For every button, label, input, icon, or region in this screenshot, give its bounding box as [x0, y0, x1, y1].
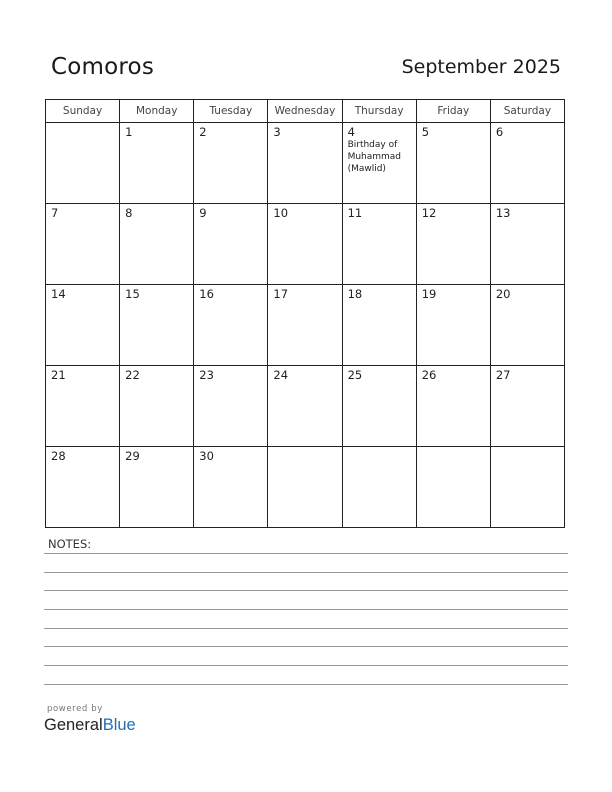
- day-number: 1: [125, 125, 133, 139]
- day-number: 3: [273, 125, 281, 139]
- day-cell: [268, 366, 342, 447]
- powered-by-text: powered by: [47, 704, 103, 714]
- day-number: 12: [421, 206, 437, 220]
- day-cell: [268, 285, 342, 366]
- day-cell: [120, 285, 194, 366]
- day-cell: [490, 123, 564, 204]
- day-cell: [194, 447, 268, 528]
- note-line: [44, 684, 568, 685]
- day-cell: [416, 123, 490, 204]
- weekday-header: Sunday: [46, 100, 120, 123]
- weekday-header: Friday: [416, 100, 490, 123]
- note-line: [44, 646, 568, 647]
- weekday-header: Monday: [120, 100, 194, 123]
- day-number: 19: [421, 287, 437, 301]
- day-number: 11: [347, 206, 363, 220]
- weekday-header: Saturday: [490, 100, 564, 123]
- month-year-title: September 2025: [401, 56, 561, 78]
- day-number: 26: [421, 368, 437, 382]
- day-cell: [120, 123, 194, 204]
- day-number: 28: [51, 449, 66, 463]
- weekday-header: Tuesday: [194, 100, 268, 123]
- day-cell: [194, 123, 268, 204]
- day-cell: [120, 447, 194, 528]
- day-cell: [342, 285, 416, 366]
- day-cell: [416, 285, 490, 366]
- note-line: [44, 572, 568, 573]
- day-number: 29: [125, 449, 140, 463]
- note-line: [44, 609, 568, 610]
- day-cell: [46, 366, 120, 447]
- day-cell: [46, 285, 120, 366]
- day-number: 24: [273, 368, 289, 382]
- day-number: 10: [273, 206, 289, 220]
- day-number: 7: [51, 206, 59, 220]
- day-cell: [268, 123, 342, 204]
- week-row: [46, 366, 565, 447]
- week-row: [46, 123, 565, 204]
- day-cell: [46, 447, 120, 528]
- day-number: 18: [347, 287, 363, 301]
- week-row: [46, 285, 565, 366]
- day-cell: [416, 204, 490, 285]
- day-cell: [342, 204, 416, 285]
- day-number: 15: [125, 287, 140, 301]
- day-cell: [120, 204, 194, 285]
- day-number: 13: [495, 206, 511, 220]
- note-line: [44, 628, 568, 629]
- day-number: 25: [347, 368, 363, 382]
- empty-day-cell: [46, 123, 120, 204]
- note-line: [44, 553, 568, 554]
- day-number: 4: [347, 125, 355, 139]
- day-cell: [268, 204, 342, 285]
- brand-part-general: General: [44, 716, 103, 734]
- day-cell: [490, 285, 564, 366]
- day-number: 17: [273, 287, 289, 301]
- week-row: [46, 204, 565, 285]
- day-number: 14: [51, 287, 66, 301]
- note-line: [44, 665, 568, 666]
- day-number: 2: [199, 125, 207, 139]
- day-number: 16: [199, 287, 214, 301]
- day-number: 23: [199, 368, 214, 382]
- day-number: 30: [199, 449, 214, 463]
- day-cell: [490, 366, 564, 447]
- week-row: [46, 447, 565, 528]
- empty-day-cell: [342, 447, 416, 528]
- country-title: Comoros: [51, 54, 155, 80]
- day-cell: [416, 366, 490, 447]
- day-cell: [342, 366, 416, 447]
- day-cell: [194, 285, 268, 366]
- empty-day-cell: [416, 447, 490, 528]
- day-number: 9: [199, 206, 207, 220]
- notes-label: NOTES:: [48, 537, 92, 551]
- note-line: [44, 590, 568, 591]
- day-cell: [490, 204, 564, 285]
- day-number: 27: [495, 368, 511, 382]
- day-number: 20: [495, 287, 511, 301]
- day-number: 8: [125, 206, 133, 220]
- day-number: 5: [421, 125, 430, 139]
- day-cell: [194, 366, 268, 447]
- day-number: 22: [125, 368, 140, 382]
- brand-part-blue: Blue: [102, 716, 136, 734]
- empty-day-cell: [268, 447, 342, 528]
- day-cell: [194, 204, 268, 285]
- day-number: 6: [495, 125, 504, 139]
- weekday-header: Thursday: [342, 100, 416, 123]
- weekday-header-row: [46, 100, 565, 123]
- calendar-grid: [45, 99, 565, 528]
- day-cell: [120, 366, 194, 447]
- generalblue-logo[interactable]: [44, 716, 136, 735]
- weekday-header: Wednesday: [268, 100, 342, 123]
- day-cell: [46, 204, 120, 285]
- day-cell: [342, 123, 416, 204]
- holiday-label: Birthday of Muhammad (Mawlid): [347, 140, 402, 174]
- day-number: 21: [51, 368, 66, 382]
- empty-day-cell: [490, 447, 564, 528]
